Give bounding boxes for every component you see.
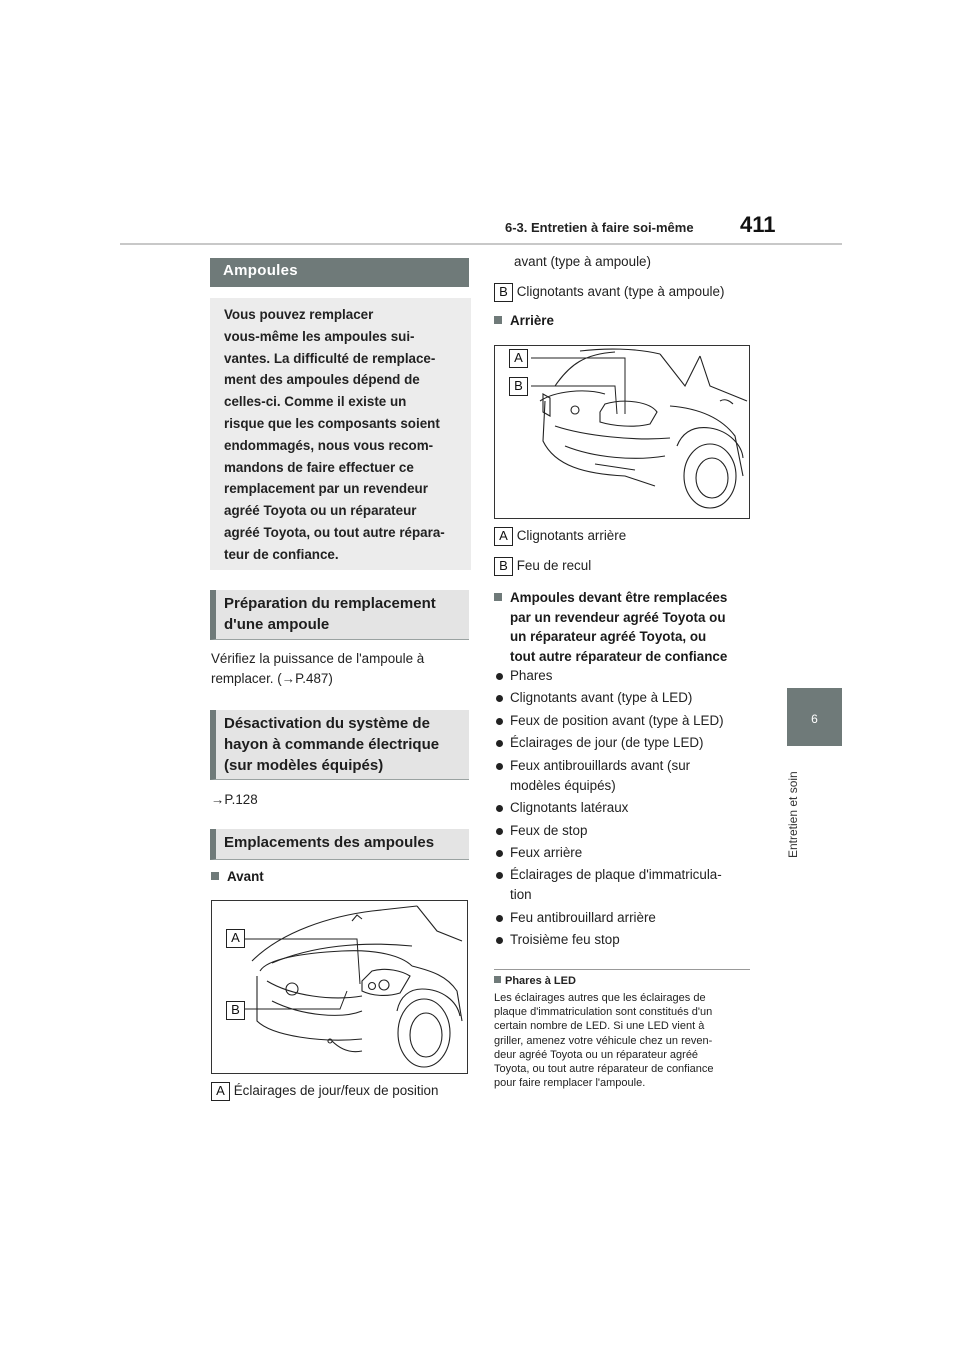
- list-item: Feux de position avant (type à LED): [494, 711, 754, 731]
- bullet-icon: [496, 805, 503, 812]
- bullet-icon: [496, 937, 503, 944]
- intro-line: celles-ci. Comme il existe un: [224, 394, 407, 410]
- intro-line: agréé Toyota ou un réparateur: [224, 503, 417, 519]
- intro-line: agréé Toyota, ou tout autre répara-: [224, 524, 445, 540]
- bullet-icon: [496, 915, 503, 922]
- rear-car-illustration: [494, 345, 750, 519]
- list-item: Feux de stop: [494, 821, 754, 841]
- intro-line: teur de confiance.: [224, 546, 339, 562]
- front-subheading: Avant: [211, 869, 264, 884]
- bullet-icon: [496, 763, 503, 770]
- dealer-subheading: Ampoules devant être remplacées par un revendeur agréé Toyota ou un réparateur agréé Toyota, ou tout autre réparateur de confiance: [494, 588, 754, 666]
- section-title: 6-3. Entretien à faire soi-même: [505, 220, 694, 235]
- list-item: Éclairages de plaque d'immatricula- tion: [494, 865, 754, 905]
- list-item: Phares: [494, 666, 754, 686]
- list-item: Troisième feu stop: [494, 930, 754, 950]
- bullet-icon: [496, 673, 503, 680]
- front-caption-a: A Éclairages de jour/feux de position: [211, 1082, 438, 1101]
- intro-box: [210, 298, 471, 570]
- intro-line: Vous pouvez remplacer: [224, 307, 374, 322]
- section-heading-preparation: Préparation du remplacement d'une ampoule: [210, 590, 469, 640]
- ampoules-heading: Ampoules: [210, 258, 469, 287]
- label-b-icon: B: [509, 377, 528, 396]
- bullet-icon: [496, 872, 503, 879]
- rear-car-drawing: [495, 346, 749, 518]
- bullet-icon: [496, 695, 503, 702]
- note-heading: Phares à LED: [494, 975, 576, 987]
- label-a-icon: A: [226, 929, 245, 948]
- label-b-icon: B: [494, 557, 513, 576]
- intro-line: ment des ampoules dépend de: [224, 372, 420, 388]
- label-a-icon: A: [211, 1082, 230, 1101]
- intro-line: vantes. La difficulté de remplace-: [224, 350, 436, 366]
- list-item: Feux arrière: [494, 843, 754, 863]
- chapter-label: Entretien et soin: [786, 771, 800, 858]
- square-bullet-icon: [494, 976, 501, 983]
- intro-line: risque que les composants soient: [224, 415, 440, 431]
- intro-line: mandons de faire effectuer ce: [224, 459, 414, 475]
- list-item: Feu antibrouillard arrière: [494, 908, 754, 928]
- front-car-drawing: [212, 901, 467, 1073]
- square-bullet-icon: [494, 316, 502, 324]
- label-a-icon: A: [509, 349, 528, 368]
- label-a-icon: A: [494, 527, 513, 546]
- label-b-icon: B: [226, 1001, 245, 1020]
- rear-caption-b: B Feu de recul: [494, 557, 591, 576]
- hatch-page-reference[interactable]: →P.128: [211, 792, 258, 807]
- bullet-icon: [496, 718, 503, 725]
- front-caption-b: B Clignotants avant (type à ampoule): [494, 283, 724, 302]
- intro-line: remplacement par un revendeur: [224, 481, 428, 497]
- bullet-icon: [496, 828, 503, 835]
- square-bullet-icon: [494, 593, 502, 601]
- page-number: 411: [740, 212, 776, 237]
- page-reference-link[interactable]: remplacer. (→P.487): [211, 671, 333, 686]
- intro-line: vous-même les ampoules sui-: [224, 328, 415, 344]
- intro-line: endommagés, nous vous recom-: [224, 437, 434, 453]
- header-divider: [120, 243, 842, 245]
- rear-caption-a: A Clignotants arrière: [494, 527, 626, 546]
- rear-subheading: Arrière: [494, 313, 554, 328]
- section-heading-locations: Emplacements des ampoules: [210, 829, 469, 860]
- list-item: Clignotants latéraux: [494, 798, 754, 818]
- bullet-icon: [496, 850, 503, 857]
- note-divider: [494, 969, 750, 970]
- front-car-illustration: [211, 900, 468, 1074]
- front-caption-a-continued: avant (type à ampoule): [514, 254, 651, 269]
- list-item: Clignotants avant (type à LED): [494, 688, 754, 708]
- label-b-icon: B: [494, 283, 513, 302]
- square-bullet-icon: [211, 872, 219, 880]
- verify-text: Vérifiez la puissance de l'ampoule à remplacer. (→P.487): [211, 649, 461, 689]
- note-body: Les éclairages autres que les éclairages de plaque d'immatriculation sont constitués d'un certain nombre de LED. Si une LED vient à griller, amenez votre véhicule chez un reven- deur agréé Toyota ou un réparateur agréé Toyota, ou tout autre réparateur de confiance pour faire remplacer l'ampoule.: [494, 992, 714, 1090]
- chapter-tab[interactable]: 6: [787, 688, 842, 746]
- list-item: Feux antibrouillards avant (sur modèles équipés): [494, 756, 754, 796]
- section-heading-hatch: Désactivation du système de hayon à commande électrique (sur modèles équipés): [210, 710, 469, 780]
- bullet-icon: [496, 740, 503, 747]
- list-item: Éclairages de jour (de type LED): [494, 733, 754, 753]
